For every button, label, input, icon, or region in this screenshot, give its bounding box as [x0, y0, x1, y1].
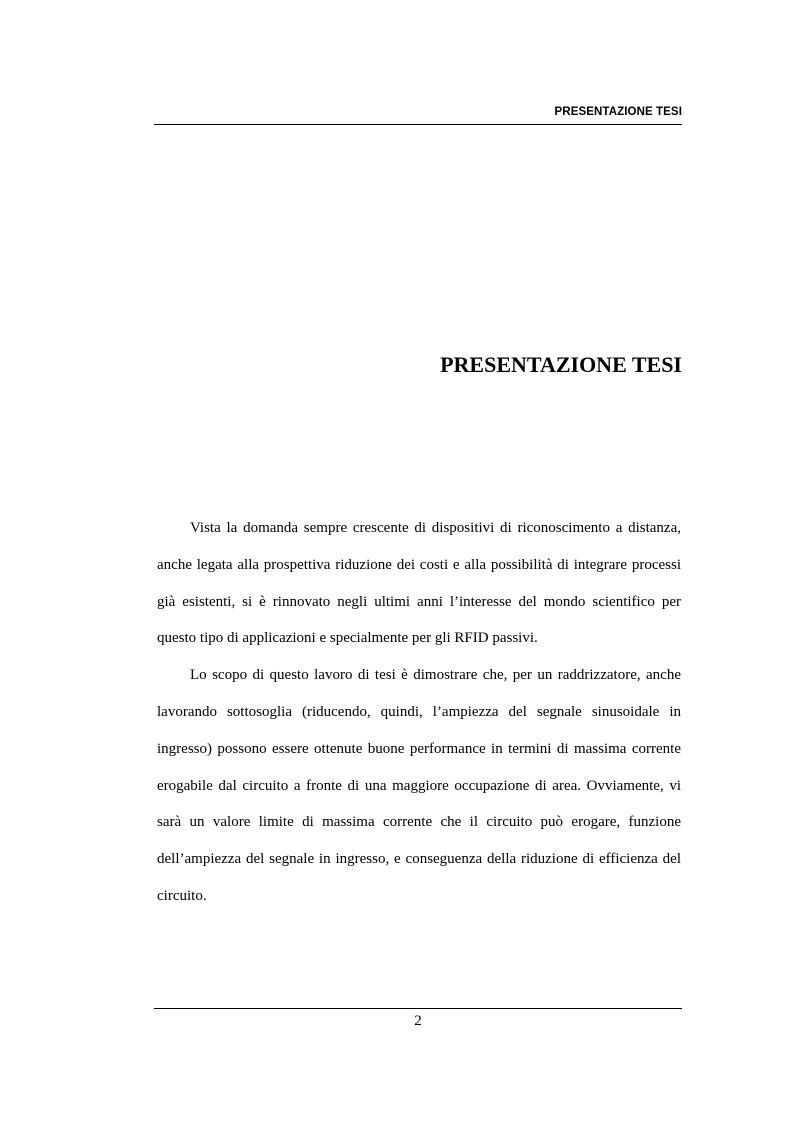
running-header-title: PRESENTAZIONE TESI [554, 106, 682, 118]
paragraph-1: Vista la domanda sempre crescente di dispositivi di riconoscimento a distanza, anche legata alla prospettiva riduzione dei costi e alla possibilità di integrare processi già esistenti, si è rinnovato negli ultimi anni l’interesse del mondo scientifico per questo tipo di applicazioni e specialmente per gli RFID passivi. [157, 520, 681, 647]
chapter-title: PRESENTAZIONE TESI [440, 352, 682, 377]
running-header [154, 104, 682, 125]
paragraph-2: Lo scopo di questo lavoro di tesi è dimostrare che, per un raddrizzatore, anche lavorando sottosoglia (riducendo, quindi, l’ampiezza del segnale sinusoidale in ingresso) possono essere ottenute buone performance in termini di massima corrente erogabile dal circuito a fronte di una maggiore occupazione di area. Ovviamente, vi sarà un valore limite di massima corrente che il circuito può erogare, funzione dell’ampiezza del segnale in ingresso, e conseguenza della riduzione di efficienza del circuito. [157, 667, 681, 904]
page-number: 2 [414, 1013, 422, 1029]
body-text [157, 510, 681, 915]
footer-rule [154, 1008, 682, 1009]
